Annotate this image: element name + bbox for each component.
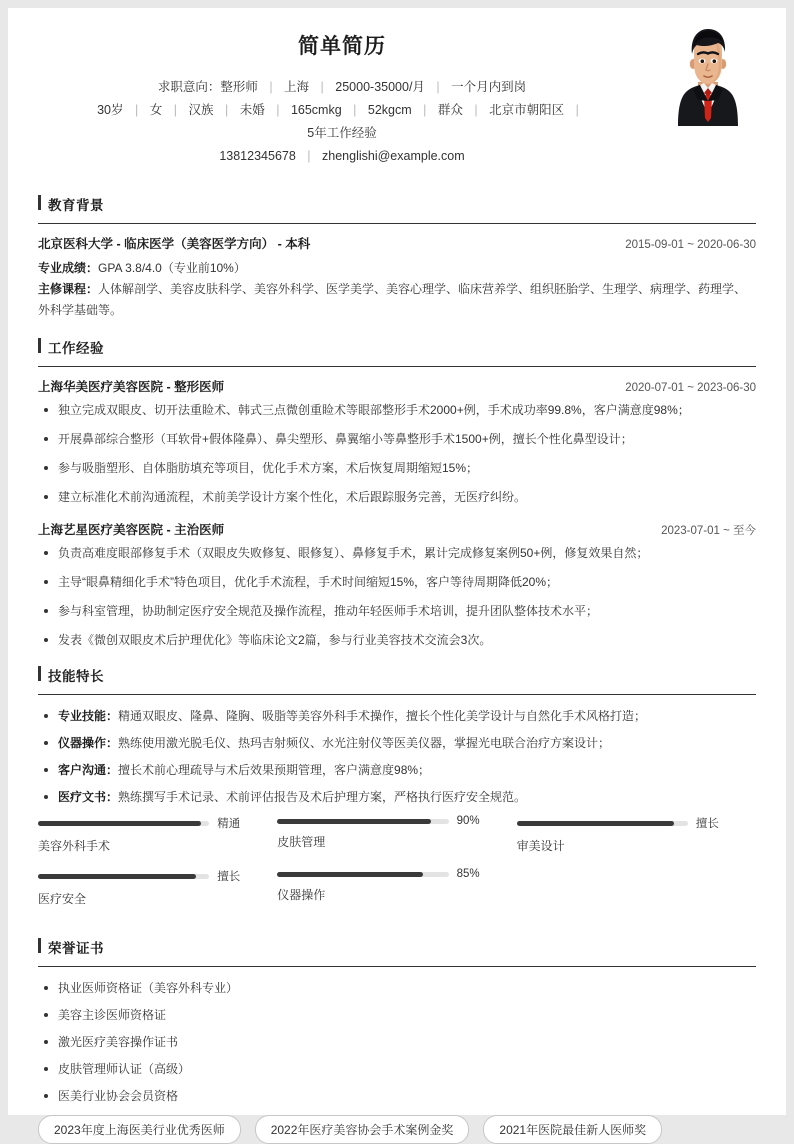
section-skills — [38, 665, 756, 921]
section-body-skills — [38, 695, 756, 921]
skill-label: 专业技能： — [58, 709, 119, 723]
list-item: 执业医师资格证（美容外科专业） — [38, 979, 756, 997]
section-header-skills — [38, 665, 756, 695]
work-entry — [38, 520, 756, 649]
intent-item: 一个月内到岗 — [451, 80, 527, 94]
section-header-work — [38, 337, 756, 367]
school-major: 北京医科大学 - 临床医学（美容医学方向） — [38, 237, 275, 251]
award-tag: 2022年医疗美容协会手术案例金奖 — [255, 1115, 470, 1144]
basic-item: 30岁 — [97, 103, 124, 117]
intent-item: 求职意向：整形师 — [157, 80, 258, 94]
skill-bar-row — [38, 815, 251, 831]
skill-bullet-list — [38, 707, 756, 806]
work-entry — [38, 377, 756, 506]
skill-value: 精通双眼皮、隆鼻、隆胸、吸脂等美容外科手术操作，擅长个性化美学设计与自然化手术风格打造； — [118, 709, 647, 723]
skill-bar-item — [277, 815, 516, 854]
list-item: 医美行业协会会员资格 — [38, 1087, 756, 1105]
gpa-row — [38, 258, 756, 279]
portrait-illustration — [660, 22, 756, 126]
skill-bar-row — [277, 815, 490, 827]
progress-fill — [38, 821, 201, 826]
resume-header — [38, 8, 756, 178]
work-date-range: 2020-07-01 ~ 2023-06-30 — [625, 382, 756, 394]
list-item: 主导“眼鼻精细化手术”特色项目，优化手术流程，手术时间缩短15%，客户等待周期降低20%； — [38, 573, 756, 591]
section-title: 技能特长 — [48, 669, 104, 684]
degree-label: - 本科 — [277, 237, 311, 251]
skill-bar-value: 85% — [456, 868, 480, 880]
progress-fill — [38, 874, 196, 879]
education-date-range: 2015-09-01 ~ 2020-06-30 — [625, 239, 756, 251]
company-name: 上海艺星医疗美容医院 — [38, 523, 164, 537]
section-title: 教育背景 — [48, 198, 104, 213]
education-entry — [38, 234, 756, 321]
list-item: 皮肤管理师认证（高级） — [38, 1060, 756, 1078]
list-item: 建立标准化术前沟通流程，术前美学设计方案个性化，术后跟踪服务完善，无医疗纠纷。 — [38, 488, 756, 506]
skill-value: 熟练使用激光脱毛仪、热玛吉射频仪、水光注射仪等医美仪器，掌握光电联合治疗方案设计； — [118, 736, 611, 750]
job-intent-line — [38, 76, 756, 99]
basic-item: 北京市朝阳区 — [489, 103, 565, 117]
company-role — [38, 520, 224, 538]
company-role — [38, 377, 224, 395]
email-address: zhenglishi@example.com — [322, 149, 465, 163]
list-item: 发表《微创双眼皮术后护理优化》等临床论文2篇，参与行业美容技术交流会3次。 — [38, 631, 756, 649]
list-item: 激光医疗美容操作证书 — [38, 1033, 756, 1051]
section-header-honors — [38, 937, 756, 967]
separator: | — [436, 80, 440, 94]
skill-bar-value: 精通 — [217, 818, 241, 830]
job-role: - 整形医师 — [166, 380, 225, 394]
skill-label: 客户沟通： — [58, 763, 119, 777]
section-body-education — [38, 224, 756, 321]
skill-bar-item — [38, 868, 277, 907]
separator: | — [474, 103, 478, 117]
skill-bar-value: 90% — [456, 815, 480, 827]
skill-bar-value: 擅长 — [217, 871, 241, 883]
list-item: 美容主诊医师资格证 — [38, 1006, 756, 1024]
progress-track — [38, 821, 209, 826]
skill-bar-grid — [38, 815, 756, 921]
award-tag-list — [38, 1115, 756, 1144]
work-entry-head — [38, 520, 756, 538]
section-header-education — [38, 194, 756, 224]
skill-bar-row — [277, 868, 490, 880]
skill-label: 仪器操作： — [58, 736, 119, 750]
courses-value: 人体解剖学、美容皮肤科学、美容外科学、医学美学、美容心理学、临床营养学、组织胚胎学、生理学、病理学、药理学、外科学基础等。 — [38, 282, 747, 317]
resume-page — [8, 8, 786, 1137]
gpa-label: 专业成绩： — [38, 261, 99, 275]
skill-bar-label: 医疗安全 — [38, 892, 87, 906]
section-title: 荣誉证书 — [48, 941, 104, 956]
separator: | — [423, 103, 427, 117]
work-date-range: 2023-07-01 ~ 至今 — [661, 525, 756, 537]
separator: | — [173, 103, 177, 117]
experience-years-line: 5年工作经验 — [307, 126, 377, 140]
separator: | — [320, 80, 324, 94]
progress-track — [38, 874, 209, 879]
basic-item: 群众 — [437, 103, 463, 117]
list-item — [38, 761, 756, 779]
skill-bar-value: 擅长 — [695, 818, 719, 830]
separator: | — [135, 103, 139, 117]
skill-bar-label: 审美设计 — [516, 839, 565, 853]
basic-item: 女 — [149, 103, 163, 117]
basic-item: 汉族 — [188, 103, 214, 117]
progress-track — [517, 821, 688, 826]
progress-fill — [277, 819, 431, 824]
basic-info-line — [38, 99, 756, 122]
list-item: 参与科室管理，协助制定医疗安全规范及操作流程，推动年轻医师手术培训，提升团队整体技术水平； — [38, 602, 756, 620]
list-item — [38, 707, 756, 725]
avatar — [660, 22, 756, 126]
basic-item: 未婚 — [239, 103, 265, 117]
page-title: 简单简历 — [298, 35, 386, 58]
skill-bar-label: 皮肤管理 — [277, 835, 326, 849]
skill-bar-spacer — [517, 868, 756, 907]
award-tag: 2023年度上海医美行业优秀医师 — [38, 1115, 241, 1144]
skill-bar-item — [517, 815, 756, 854]
company-name: 上海华美医疗美容医院 — [38, 380, 164, 394]
award-tag: 2021年医院最佳新人医师奖 — [483, 1115, 662, 1144]
skill-bar-row — [517, 815, 730, 831]
education-entry-head — [38, 234, 756, 252]
skill-value: 擅长术前心理疏导与术后效果预期管理，客户满意度98%； — [118, 763, 431, 777]
separator: | — [224, 103, 229, 117]
list-item: 参与吸脂塑形、自体脂肪填充等项目，优化手术方案，术后恢复周期缩短15%； — [38, 459, 756, 477]
separator: | — [575, 103, 579, 117]
section-title: 工作经验 — [48, 341, 104, 356]
phone-number: 13812345678 — [219, 149, 296, 163]
job-role: - 主治医师 — [166, 523, 225, 537]
school-name-major — [38, 234, 310, 252]
skill-bar-item — [277, 868, 516, 907]
progress-fill — [277, 872, 423, 877]
intent-item: 25000-35000/月 — [335, 80, 425, 94]
list-item: 开展鼻部综合整形（耳软骨+假体隆鼻）、鼻尖塑形、鼻翼缩小等鼻整形手术1500+例，擅长个性化鼻型设计； — [38, 430, 756, 448]
work-bullet-list — [38, 544, 756, 649]
progress-track — [277, 872, 448, 877]
skill-bar-label: 美容外科手术 — [38, 839, 111, 853]
skill-bar-item — [38, 815, 277, 854]
intent-item: 上海 — [284, 80, 310, 94]
separator: | — [307, 149, 311, 163]
basic-item: 52kgcm — [367, 103, 412, 117]
section-work-experience — [38, 337, 756, 649]
separator: | — [276, 103, 280, 117]
progress-track — [277, 819, 448, 824]
skill-bar-label: 仪器操作 — [277, 888, 326, 902]
list-item: 独立完成双眼皮、切开法重睑术、韩式三点微创重睑术等眼部整形手术2000+例，手术成功率99.8%，客户满意度98%； — [38, 401, 756, 419]
progress-fill — [517, 821, 675, 826]
work-entry-head — [38, 377, 756, 395]
section-education — [38, 194, 756, 321]
separator: | — [353, 103, 357, 117]
section-honors — [38, 937, 756, 1144]
basic-item: 165cmkg — [290, 103, 342, 117]
gpa-value: GPA 3.8/4.0（专业前10%） — [98, 261, 246, 275]
list-item — [38, 734, 756, 752]
courses-label: 主修课程： — [38, 282, 99, 296]
section-body-honors — [38, 967, 756, 1144]
certificate-list — [38, 979, 756, 1105]
work-bullet-list — [38, 401, 756, 506]
list-item: 负责高难度眼部修复手术（双眼皮失败修复、眼修复）、鼻修复手术，累计完成修复案例50+例，修复效果自然； — [38, 544, 756, 562]
section-body-work — [38, 367, 756, 649]
separator: | — [269, 80, 273, 94]
skill-bar-row — [38, 868, 251, 884]
skill-value: 熟练撰写手术记录、术前评估报告及术后护理方案，严格执行医疗安全规范。 — [118, 790, 527, 804]
courses-row — [38, 279, 756, 321]
list-item — [38, 788, 756, 806]
contact-line — [38, 145, 756, 168]
skill-label: 医疗文书： — [58, 790, 119, 804]
